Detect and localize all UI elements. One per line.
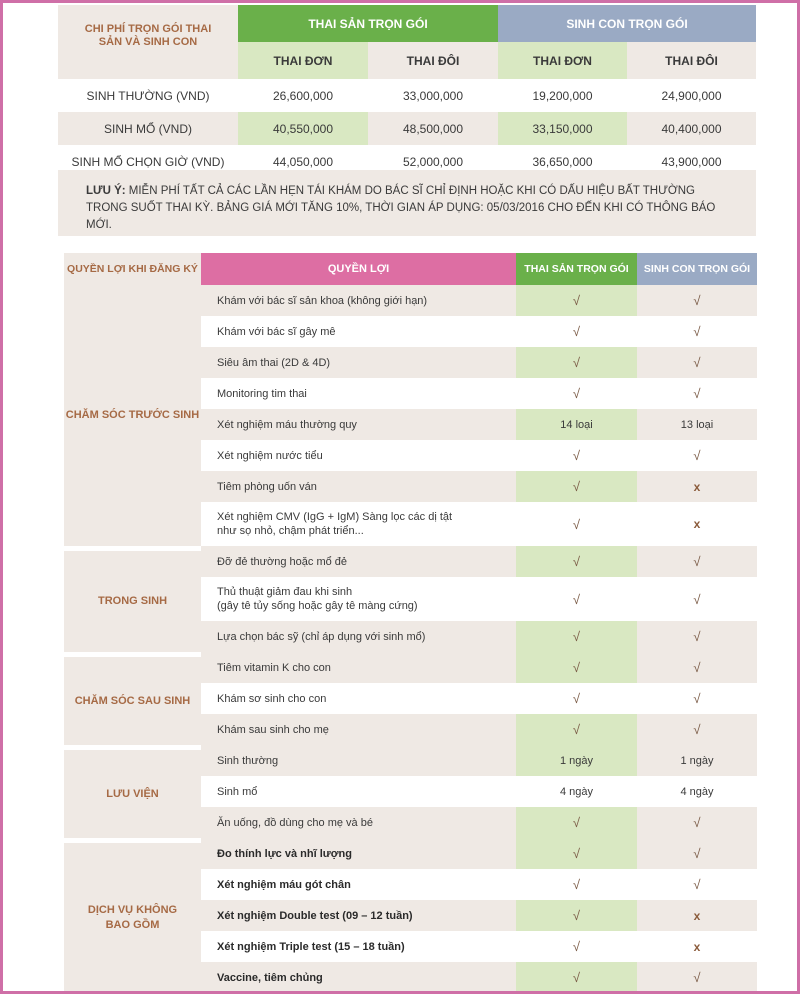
sinh-con-value: x [637, 502, 757, 546]
sinh-con-value: √ [637, 714, 757, 745]
thai-san-value: √ [516, 546, 637, 577]
benefit-item-label: Xét nghiệm máu thường quy [217, 418, 357, 431]
thai-san-value: √ [516, 440, 637, 471]
category-label [64, 745, 201, 838]
category-name: CHĂM SÓC SAU SINH [74, 694, 191, 707]
price-cell: 33,150,000 [498, 112, 627, 145]
benefit-item [201, 838, 516, 869]
benefit-item [201, 714, 516, 745]
benefit-item [201, 683, 516, 714]
benefit-item-label: Xét nghiệm CMV (IgG + IgM) Sàng lọc các dị tật [217, 511, 453, 523]
category-label [64, 285, 201, 546]
sinh-con-value: 4 ngày [637, 776, 757, 807]
benefit-item [201, 745, 516, 776]
table-row [64, 285, 757, 316]
thai-san-value: √ [516, 621, 637, 652]
row-label: SINH THƯỜNG (VND) [86, 88, 210, 103]
benefit-item [201, 807, 516, 838]
benefit-item-label: Khám với bác sĩ sản khoa (không giới hạn) [217, 294, 428, 307]
row-label: SINH MỔ CHỌN GIỜ (VND) [71, 154, 225, 169]
sinh-con-value: x [637, 931, 757, 962]
sinh-con-value: √ [637, 652, 757, 683]
benefit-header-row [64, 253, 757, 285]
sinh-con-value: √ [637, 621, 757, 652]
benefit-item-label: Tiêm vitamin K cho con [217, 661, 331, 674]
sinh-con-value: √ [637, 869, 757, 900]
sinh-con-value: √ [637, 316, 757, 347]
benefit-item [201, 440, 516, 471]
price-cell: 48,500,000 [368, 112, 498, 145]
category-label [64, 652, 201, 745]
sinh-con-value: 13 loại [637, 409, 757, 440]
benefit-item [201, 962, 516, 993]
thai-san-value: √ [516, 378, 637, 409]
sinh-con-value: √ [637, 440, 757, 471]
price-cell: 24,900,000 [661, 88, 722, 103]
thai-san-value: √ [516, 931, 637, 962]
benefit-item-label: Xét nghiệm nước tiểu [217, 449, 323, 462]
benefit-item [201, 869, 516, 900]
benefit-item-label: Siêu âm thai (2D & 4D) [217, 356, 331, 369]
sub-header: THAI ĐÔI [627, 42, 756, 79]
category-name: DỊCH VỤ KHÔNG [87, 904, 178, 916]
header-thai-san: THAI SẢN TRỌN GÓI [516, 253, 637, 285]
price-cell: 40,550,000 [238, 112, 368, 145]
header-category: QUYỀN LỢI KHI ĐĂNG KÝ [64, 253, 201, 285]
thai-san-value: √ [516, 502, 637, 546]
note-label: LƯU Ý: [86, 185, 126, 197]
benefit-item-label: Sinh thường [217, 754, 279, 767]
header-sinh-con: SINH CON TRỌN GÓI [637, 253, 757, 285]
table-row [64, 838, 757, 869]
category-name: LƯU VIỆN [106, 787, 159, 800]
benefit-item-label: Đỡ đẻ thường hoặc mổ đẻ [217, 555, 348, 568]
benefit-table [64, 253, 757, 993]
benefit-item [201, 347, 516, 378]
benefit-item-label: Khám sau sinh cho mẹ [217, 723, 329, 736]
benefit-item-label: Sinh mổ [217, 785, 258, 798]
price-table [58, 5, 756, 178]
header-benefit: QUYỀN LỢI [201, 253, 516, 285]
benefit-item-label: Khám sơ sinh cho con [217, 692, 327, 705]
sinh-con-value: √ [637, 807, 757, 838]
price-cell: 19,200,000 [532, 88, 593, 103]
price-cell: 36,650,000 [532, 154, 593, 169]
benefit-item-label: Xét nghiệm Triple test (15 – 18 tuần) [217, 940, 405, 953]
benefit-item-label: Xét nghiệm máu gót chân [217, 878, 351, 891]
category-label [64, 838, 201, 993]
sinh-con-value: √ [637, 838, 757, 869]
price-cell: 40,400,000 [627, 112, 756, 145]
table-row [64, 745, 757, 776]
table-row [64, 546, 757, 577]
thai-san-value: √ [516, 962, 637, 993]
price-cell: 33,000,000 [402, 88, 464, 103]
sub-header: THAI ĐƠN [238, 42, 368, 79]
benefit-item [201, 316, 516, 347]
price-cell: 43,900,000 [661, 154, 722, 169]
sinh-con-value: √ [637, 378, 757, 409]
thai-san-value: 1 ngày [516, 745, 637, 776]
price-cell: 26,600,000 [272, 88, 334, 103]
sinh-con-value: √ [637, 577, 757, 621]
thai-san-value: √ [516, 471, 637, 502]
benefit-item [201, 776, 516, 807]
benefit-item-label-line2: như sọ nhỏ, chậm phát triển... [217, 525, 364, 537]
benefit-item-label: Vaccine, tiêm chủng [217, 971, 323, 984]
category-name-line2: BAO GỒM [105, 919, 160, 931]
table-row [58, 79, 756, 112]
sinh-con-value: √ [637, 347, 757, 378]
price-table-header-label: CHI PHÍ TRỌN GÓI THAI SẢN VÀ SINH CON [58, 5, 238, 79]
thai-san-value: √ [516, 869, 637, 900]
benefit-item-label: Thủ thuật giảm đau khi sinh [217, 586, 353, 598]
benefit-item [201, 502, 516, 546]
thai-san-value: √ [516, 714, 637, 745]
price-cell: 52,000,000 [402, 154, 464, 169]
group-thai-san: THAI SẢN TRỌN GÓI [238, 5, 498, 42]
benefit-item-label: Đo thính lực và nhĩ lượng [217, 847, 352, 860]
sub-header: THAI ĐƠN [498, 42, 627, 79]
table-row [64, 652, 757, 683]
benefit-item-label: Lựa chọn bác sỹ (chỉ áp dụng với sinh mổ) [217, 630, 426, 643]
benefit-item-label-line2: (gây tê tủy sống hoặc gây tê màng cứng) [217, 600, 418, 612]
benefit-item-label: Monitoring tim thai [217, 387, 307, 400]
benefit-item-label: Ăn uống, đồ dùng cho mẹ và bé [217, 816, 373, 829]
category-label [64, 546, 201, 652]
benefit-item-label: Xét nghiệm Double test (09 – 12 tuần) [217, 909, 413, 922]
table-row [58, 112, 756, 145]
benefit-item [201, 621, 516, 652]
benefit-item [201, 931, 516, 962]
benefit-item [201, 471, 516, 502]
benefit-item [201, 409, 516, 440]
sinh-con-value: √ [637, 683, 757, 714]
sinh-con-value: x [637, 471, 757, 502]
note-text: MIỄN PHÍ TẤT CẢ CÁC LẦN HẸN TÁI KHÁM DO BÁC SĨ CHỈ ĐỊNH HOẶC KHI CÓ DẤU HIỆU BẤT THƯỜNG TRONG SUỐT THAI KỲ. BẢNG GIÁ MỚI TĂNG 10%, THỜI GIAN ÁP DỤNG: 05/03/2016 CHO ĐẾN KHI CÓ THÔNG BÁO MỚI. [86, 185, 716, 231]
sub-header: THAI ĐÔI [368, 42, 498, 79]
thai-san-value: √ [516, 838, 637, 869]
benefit-item-label: Tiêm phòng uốn ván [217, 480, 317, 493]
sinh-con-value: x [637, 900, 757, 931]
thai-san-value: √ [516, 316, 637, 347]
benefit-item [201, 577, 516, 621]
thai-san-value: √ [516, 900, 637, 931]
benefit-item [201, 285, 516, 316]
benefit-item [201, 546, 516, 577]
row-label: SINH MỔ (VND) [58, 112, 238, 145]
thai-san-value: 14 loại [516, 409, 637, 440]
sinh-con-value: √ [637, 546, 757, 577]
group-sinh-con: SINH CON TRỌN GÓI [498, 5, 756, 42]
benefit-item [201, 900, 516, 931]
thai-san-value: √ [516, 577, 637, 621]
category-name: TRONG SINH [97, 595, 168, 607]
sinh-con-value: √ [637, 285, 757, 316]
price-note [58, 170, 756, 236]
thai-san-value: √ [516, 652, 637, 683]
benefit-item [201, 378, 516, 409]
category-name: CHĂM SÓC TRƯỚC SINH [65, 409, 200, 421]
sinh-con-value: 1 ngày [637, 745, 757, 776]
sinh-con-value: √ [637, 962, 757, 993]
thai-san-value: √ [516, 683, 637, 714]
price-cell: 44,050,000 [272, 154, 334, 169]
thai-san-value: √ [516, 347, 637, 378]
thai-san-value: √ [516, 807, 637, 838]
benefit-item-label: Khám với bác sĩ gây mê [217, 325, 336, 338]
thai-san-value: √ [516, 285, 637, 316]
thai-san-value: 4 ngày [516, 776, 637, 807]
benefit-item [201, 652, 516, 683]
